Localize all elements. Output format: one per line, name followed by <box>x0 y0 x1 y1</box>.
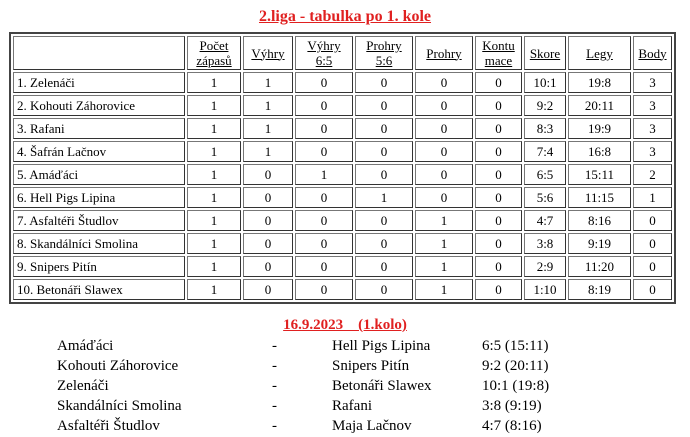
page-title: 2.liga - tabulka po 1. kole <box>258 8 432 25</box>
cell-losses: 0 <box>415 164 473 185</box>
match-list <box>0 336 690 436</box>
match-dash: - <box>272 378 277 394</box>
table-header-row <box>13 36 672 70</box>
cell-losses-56: 0 <box>355 233 413 254</box>
cell-wins-65: 0 <box>295 279 353 300</box>
cell-points: 3 <box>633 95 672 116</box>
cell-wins: 1 <box>243 95 293 116</box>
cell-team: 5. Amáďáci <box>13 164 185 185</box>
cell-losses: 0 <box>415 118 473 139</box>
table-row <box>13 95 672 116</box>
header-wins-65-line1: Výhry <box>307 38 341 53</box>
cell-losses: 1 <box>415 279 473 300</box>
cell-played: 1 <box>187 118 241 139</box>
header-contumace-line1: Kontu <box>482 38 515 53</box>
cell-played: 1 <box>187 72 241 93</box>
header-wins-65 <box>295 36 353 70</box>
table-row <box>13 233 672 254</box>
cell-points: 3 <box>633 141 672 162</box>
table-row <box>13 279 672 300</box>
cell-wins: 0 <box>243 256 293 277</box>
cell-team: 3. Rafani <box>13 118 185 139</box>
cell-score: 8:3 <box>524 118 566 139</box>
cell-score: 7:4 <box>524 141 566 162</box>
match-row <box>0 356 690 376</box>
table-row <box>13 256 672 277</box>
cell-contumace: 0 <box>475 95 522 116</box>
cell-points: 3 <box>633 72 672 93</box>
cell-points: 2 <box>633 164 672 185</box>
table-row <box>13 187 672 208</box>
cell-played: 1 <box>187 279 241 300</box>
cell-wins: 1 <box>243 72 293 93</box>
cell-score: 3:8 <box>524 233 566 254</box>
header-played-line1: Počet <box>199 38 229 53</box>
cell-wins-65: 1 <box>295 164 353 185</box>
match-dash: - <box>272 398 277 414</box>
cell-points: 0 <box>633 233 672 254</box>
cell-losses: 1 <box>415 210 473 231</box>
cell-legs: 11:15 <box>568 187 631 208</box>
cell-losses: 0 <box>415 95 473 116</box>
cell-points: 3 <box>633 118 672 139</box>
match-home: Skandálníci Smolina <box>57 398 182 414</box>
cell-losses-56: 0 <box>355 164 413 185</box>
match-away: Maja Lačnov <box>332 418 412 434</box>
cell-losses-56: 0 <box>355 210 413 231</box>
header-played <box>187 36 241 70</box>
match-row <box>0 416 690 436</box>
header-wins-65-line2: 6:5 <box>315 53 333 68</box>
match-result: 9:2 (20:11) <box>482 358 549 374</box>
match-dash: - <box>272 338 277 354</box>
cell-wins-65: 0 <box>295 256 353 277</box>
cell-contumace: 0 <box>475 187 522 208</box>
cell-score: 9:2 <box>524 95 566 116</box>
cell-wins: 0 <box>243 279 293 300</box>
cell-losses: 0 <box>415 187 473 208</box>
cell-contumace: 0 <box>475 141 522 162</box>
header-losses: Prohry <box>415 36 473 70</box>
match-home: Amáďáci <box>57 338 114 354</box>
cell-played: 1 <box>187 233 241 254</box>
match-result: 3:8 (9:19) <box>482 398 542 414</box>
cell-losses-56: 0 <box>355 118 413 139</box>
header-contumace-line2: mace <box>484 53 513 68</box>
table-row <box>13 141 672 162</box>
cell-team: 4. Šafrán Lačnov <box>13 141 185 162</box>
table-row <box>13 72 672 93</box>
cell-contumace: 0 <box>475 256 522 277</box>
cell-wins: 0 <box>243 210 293 231</box>
cell-played: 1 <box>187 256 241 277</box>
cell-legs: 20:11 <box>568 95 631 116</box>
match-home: Zelenáči <box>57 378 109 394</box>
match-result: 4:7 (8:16) <box>482 418 542 434</box>
cell-team: 10. Betonáři Slawex <box>13 279 185 300</box>
header-points: Body <box>633 36 672 70</box>
cell-points: 0 <box>633 279 672 300</box>
match-away: Rafani <box>332 398 372 414</box>
round-title: 16.9.2023 (1.kolo) <box>283 317 407 333</box>
cell-team: 9. Snipers Pitín <box>13 256 185 277</box>
cell-team: 6. Hell Pigs Lipina <box>13 187 185 208</box>
cell-team: 1. Zelenáči <box>13 72 185 93</box>
cell-contumace: 0 <box>475 72 522 93</box>
cell-contumace: 0 <box>475 164 522 185</box>
header-played-line2: zápasů <box>196 53 232 68</box>
cell-team: 8. Skandálníci Smolina <box>13 233 185 254</box>
match-away: Snipers Pitín <box>332 358 410 374</box>
standings-table <box>9 32 676 304</box>
cell-played: 1 <box>187 187 241 208</box>
cell-legs: 16:8 <box>568 141 631 162</box>
cell-wins-65: 0 <box>295 187 353 208</box>
cell-losses: 1 <box>415 256 473 277</box>
cell-legs: 11:20 <box>568 256 631 277</box>
table-row <box>13 164 672 185</box>
cell-points: 1 <box>633 187 672 208</box>
cell-played: 1 <box>187 95 241 116</box>
cell-wins-65: 0 <box>295 210 353 231</box>
match-row <box>0 336 690 356</box>
cell-losses: 0 <box>415 72 473 93</box>
cell-wins: 0 <box>243 233 293 254</box>
cell-contumace: 0 <box>475 233 522 254</box>
header-team <box>13 36 185 70</box>
cell-score: 6:5 <box>524 164 566 185</box>
cell-contumace: 0 <box>475 118 522 139</box>
cell-losses-56: 0 <box>355 95 413 116</box>
cell-score: 10:1 <box>524 72 566 93</box>
match-home: Asfaltéři Študlov <box>57 418 160 434</box>
cell-wins: 0 <box>243 187 293 208</box>
cell-played: 1 <box>187 210 241 231</box>
header-losses-56 <box>355 36 413 70</box>
cell-score: 2:9 <box>524 256 566 277</box>
cell-score: 4:7 <box>524 210 566 231</box>
cell-wins-65: 0 <box>295 233 353 254</box>
cell-legs: 19:9 <box>568 118 631 139</box>
cell-wins: 1 <box>243 141 293 162</box>
match-row <box>0 396 690 416</box>
cell-legs: 19:8 <box>568 72 631 93</box>
cell-contumace: 0 <box>475 279 522 300</box>
match-result: 10:1 (19:8) <box>482 378 550 394</box>
cell-losses-56: 1 <box>355 187 413 208</box>
header-wins: Výhry <box>243 36 293 70</box>
header-losses-56-line2: 5:6 <box>375 53 393 68</box>
cell-points: 0 <box>633 210 672 231</box>
header-contumace <box>475 36 522 70</box>
cell-wins: 1 <box>243 118 293 139</box>
cell-team: 7. Asfaltéři Študlov <box>13 210 185 231</box>
cell-wins-65: 0 <box>295 118 353 139</box>
cell-losses: 1 <box>415 233 473 254</box>
cell-legs: 8:16 <box>568 210 631 231</box>
match-result: 6:5 (15:11) <box>482 338 549 354</box>
cell-played: 1 <box>187 141 241 162</box>
cell-losses-56: 0 <box>355 256 413 277</box>
match-away: Betonáři Slawex <box>332 378 432 394</box>
match-row <box>0 376 690 396</box>
header-legs: Legy <box>568 36 631 70</box>
cell-score: 1:10 <box>524 279 566 300</box>
cell-contumace: 0 <box>475 210 522 231</box>
header-losses-56-line1: Prohry <box>366 38 402 53</box>
cell-score: 5:6 <box>524 187 566 208</box>
cell-points: 0 <box>633 256 672 277</box>
cell-losses: 0 <box>415 141 473 162</box>
table-row <box>13 210 672 231</box>
cell-losses-56: 0 <box>355 141 413 162</box>
match-away: Hell Pigs Lipina <box>332 338 431 354</box>
match-home: Kohouti Záhorovice <box>57 358 179 374</box>
match-dash: - <box>272 358 277 374</box>
cell-legs: 9:19 <box>568 233 631 254</box>
cell-wins: 0 <box>243 164 293 185</box>
match-dash: - <box>272 418 277 434</box>
cell-played: 1 <box>187 164 241 185</box>
cell-legs: 8:19 <box>568 279 631 300</box>
cell-wins-65: 0 <box>295 72 353 93</box>
header-score: Skore <box>524 36 566 70</box>
cell-wins-65: 0 <box>295 95 353 116</box>
table-row <box>13 118 672 139</box>
cell-wins-65: 0 <box>295 141 353 162</box>
cell-legs: 15:11 <box>568 164 631 185</box>
cell-losses-56: 0 <box>355 279 413 300</box>
cell-team: 2. Kohouti Záhorovice <box>13 95 185 116</box>
cell-losses-56: 0 <box>355 72 413 93</box>
